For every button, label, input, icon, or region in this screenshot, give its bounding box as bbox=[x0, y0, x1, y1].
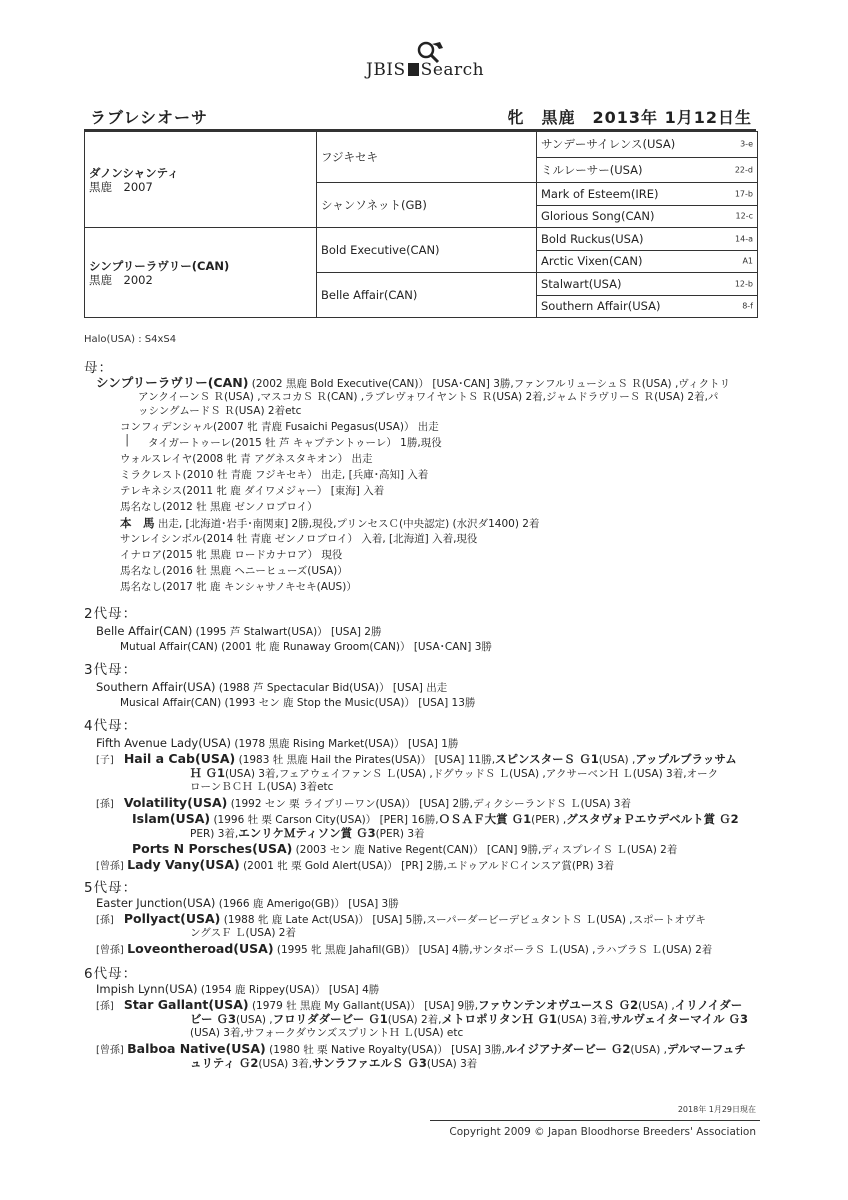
g6-entry-1-l2: ビー Ｇ3(USA) ,フロリダダービー Ｇ1(USA) 2着,メトロポリタンＨ Ｇ1(USA) 3着,サルヴェイターマイル Ｇ3 bbox=[190, 1012, 749, 1026]
pedigree-sire: ダノンシャンティ 黒鹿 2007 bbox=[85, 132, 317, 228]
foal-7: イナロア(2015 牝 黒鹿 ロードカナロア） 現役 bbox=[120, 549, 343, 561]
foal-1-child: タイガートゥーレ(2015 牡 芦 キャプテントゥーレ） 1勝,現役 bbox=[148, 437, 442, 449]
pedigree-g3-8: Southern Affair(USA) 8-f bbox=[537, 295, 758, 318]
g5-entry-2: [曾孫] Loveontheroad(USA) (1995 牝 黒鹿 Jahafil(GB)） [USA] 4勝,サンタボーラＳ Ｌ(USA) ,ラハブラＳ Ｌ(USA) 2着 bbox=[96, 941, 713, 956]
logo-text: JBIS Search bbox=[366, 60, 485, 80]
pedigree-g2-2: シャンソネット(GB) bbox=[317, 183, 537, 228]
pedigree-g3-4: Glorious Song(CAN) 12-c bbox=[537, 205, 758, 228]
logo-block-icon bbox=[408, 63, 419, 76]
g4-entry-1: [子] Hail a Cab(USA) (1983 牡 黒鹿 Hail the Pirates(USA)） [USA] 11勝,スピンスターＳ Ｇ1(USA) ,アップルブラッサム bbox=[96, 751, 737, 766]
g3dam-foal: Musical Affair(CAN) (1993 セン 鹿 Stop the Music(USA)） [USA] 13勝 bbox=[120, 697, 476, 709]
jbis-search-logo bbox=[366, 40, 496, 82]
pedigree-g3-5: Bold Ruckus(USA) 14-a bbox=[537, 228, 758, 251]
foal-connector: │ bbox=[124, 435, 131, 447]
pedigree-g3-2: ミルレーサー(USA) 22-d bbox=[537, 157, 758, 183]
foal-1: コンフィデンシャル(2007 牝 青鹿 Fusaichi Pegasus(USA)） 出走 bbox=[120, 421, 439, 433]
dam-line-3: ッシングムードＳ Ｒ(USA) 2着etc bbox=[138, 405, 302, 417]
section-g4: 4代母： bbox=[84, 718, 138, 734]
dam-line-2: アンクイーンＳ Ｒ(USA) ,マスコカＳ Ｒ(CAN) ,ラブレヴォワイヤントＳ Ｒ(USA) 2着,ジャムドラヴリーＳ Ｒ(USA) 2着,パ bbox=[138, 391, 719, 403]
foal-9: 馬名なし(2017 牝 鹿 キンシャサノキセキ(AUS)） bbox=[120, 581, 357, 593]
section-g3: 3代母： bbox=[84, 662, 138, 678]
g5-entry-1: [孫] Pollyact(USA) (1988 牝 鹿 Late Act(USA)） [USA] 5勝,スーパーダービーデビュタントＳ Ｌ(USA) ,スポートオヴキ bbox=[96, 911, 706, 926]
g6-entry-2-l2: ュリティ Ｇ2(USA) 3着,サンラファエルＳ Ｇ3(USA) 3着 bbox=[190, 1056, 478, 1070]
g6-entry-1-l3: (USA) 3着,サフォークダウンズスプリントＨ Ｌ(USA) etc bbox=[190, 1027, 464, 1039]
pedigree-g3-3: Mark of Esteem(IRE) 17-b bbox=[537, 183, 758, 206]
pedigree-g2-3: Bold Executive(CAN) bbox=[317, 228, 537, 273]
g4-entry-2: [孫] Volatility(USA) (1992 セン 栗 ライブリーワン(USA)） [USA] 2勝,ディクシーランドＳ Ｌ(USA) 3着 bbox=[96, 795, 631, 810]
g4-entry-4: Ports N Porsches(USA) (2003 セン 鹿 Native Regent(CAN)） [CAN] 9勝,ディスプレイＳ Ｌ(USA) 2着 bbox=[132, 841, 678, 856]
horse-name: ラブレシオーサ bbox=[90, 108, 208, 127]
foal-8: 馬名なし(2016 牡 黒鹿 ヘニーヒューズ(USA)） bbox=[120, 565, 348, 577]
foal-honba: 本 馬 出走, [北海道･岩手･南関東] 2勝,現役,プリンセスＣ(中央認定) (水沢ダ1400) 2着 bbox=[120, 516, 540, 530]
g4-entry-1-l3: ローンＢＣＨ Ｌ(USA) 3着etc bbox=[190, 781, 334, 793]
horse-header bbox=[84, 103, 756, 131]
pedigree-g3-1: サンデーサイレンス(USA) 3-e bbox=[537, 132, 758, 158]
g4-entry-3: Islam(USA) (1996 牡 栗 Carson City(USA)） [PER] 16勝,ＯＳＡＦ大賞 Ｇ1(PER) ,グスタヴォＰエウデベルト賞 Ｇ2 bbox=[132, 811, 739, 826]
foal-3: ミラクレスト(2010 牡 青鹿 フジキセキ） 出走, [兵庫･高知] 入着 bbox=[120, 469, 429, 481]
pedigree-g3-6: Arctic Vixen(CAN) A1 bbox=[537, 250, 758, 273]
g6-entry-1: [孫] Star Gallant(USA) (1979 牡 黒鹿 My Gallant(USA)） [USA] 9勝,ファウンテンオヴユースＳ Ｇ2(USA) ,イリノイダー bbox=[96, 997, 743, 1012]
horse-info: 牝 黒鹿 2013年 1月12日生 bbox=[507, 108, 752, 127]
g4-entry-3-l2: PER) 3着,エンリケＭティソン賞 Ｇ3(PER) 3着 bbox=[190, 826, 425, 840]
foal-5: 馬名なし(2012 牡 黒鹿 ゼンノロブロイ） bbox=[120, 501, 318, 513]
foal-4: テレキネシス(2011 牝 鹿 ダイワメジャー） [東海] 入着 bbox=[120, 485, 385, 497]
g3dam-line: Southern Affair(USA) (1988 芦 Spectacular Bid(USA)） [USA] 出走 bbox=[96, 680, 448, 694]
g2dam-foal: Mutual Affair(CAN) (2001 牝 鹿 Runaway Groom(CAN)） [USA･CAN] 3勝 bbox=[120, 641, 492, 653]
g5dam-line: Easter Junction(USA) (1966 鹿 Amerigo(GB)） [USA] 3勝 bbox=[96, 896, 399, 910]
section-g2: 2代母： bbox=[84, 606, 138, 622]
g2dam-line: Belle Affair(CAN) (1995 芦 Stalwart(USA)） [USA] 2勝 bbox=[96, 624, 382, 638]
section-dam: 母： bbox=[84, 360, 113, 376]
as-of-date: 2018年 1月29日現在 bbox=[677, 1105, 756, 1114]
g4-entry-5: [曾孫] Lady Vany(USA) (2001 牝 栗 Gold Alert(USA)） [PR] 2勝,エドゥアルドＣインスア賞(PR) 3着 bbox=[96, 857, 615, 872]
g6dam-line: Impish Lynn(USA) (1954 鹿 Rippey(USA)） [USA] 4勝 bbox=[96, 982, 380, 996]
pedigree-g2-1: フジキセキ bbox=[317, 132, 537, 183]
dam-line-1: シンプリーラヴリー(CAN) (2002 黒鹿 Bold Executive(CAN)） [USA･CAN] 3勝,ファンフルリューシュＳ Ｒ(USA) ,ヴィクトリ bbox=[96, 375, 731, 390]
g4-entry-1-l2: Ｈ Ｇ1(USA) 3着,フェアウェイファンＳ Ｌ(USA) ,ドグウッドＳ Ｌ(USA) ,アクサーベンＨ Ｌ(USA) 3着,オーク bbox=[190, 766, 719, 780]
footer-divider bbox=[430, 1120, 760, 1121]
g4dam-line: Fifth Avenue Lady(USA) (1978 黒鹿 Rising Market(USA)） [USA] 1勝 bbox=[96, 736, 459, 750]
section-g6: 6代母： bbox=[84, 966, 138, 982]
pedigree-dam: シンプリーラヴリー(CAN) 黒鹿 2002 bbox=[85, 228, 317, 318]
foal-2: ウォルスレイヤ(2008 牝 青 アグネスタキオン） 出走 bbox=[120, 453, 373, 465]
pedigree-g3-7: Stalwart(USA) 12-b bbox=[537, 273, 758, 296]
pedigree-g2-4: Belle Affair(CAN) bbox=[317, 273, 537, 318]
foal-6: サンレイシンボル(2014 牡 青鹿 ゼンノロブロイ） 入着, [北海道] 入着,現役 bbox=[120, 533, 478, 545]
g5-entry-1-l2: ングスＦ Ｌ(USA) 2着 bbox=[190, 927, 296, 939]
section-g5: 5代母： bbox=[84, 880, 138, 896]
inbreeding-note: Halo(USA) : S4xS4 bbox=[84, 334, 177, 345]
copyright: Copyright 2009 © Japan Bloodhorse Breeders' Association bbox=[449, 1126, 756, 1138]
pedigree-table bbox=[84, 131, 758, 318]
g6-entry-2: [曾孫] Balboa Native(USA) (1980 牡 栗 Native Royalty(USA)） [USA] 3勝,ルイジアナダービー Ｇ2(USA) ,デルマーフュチ bbox=[96, 1041, 746, 1056]
